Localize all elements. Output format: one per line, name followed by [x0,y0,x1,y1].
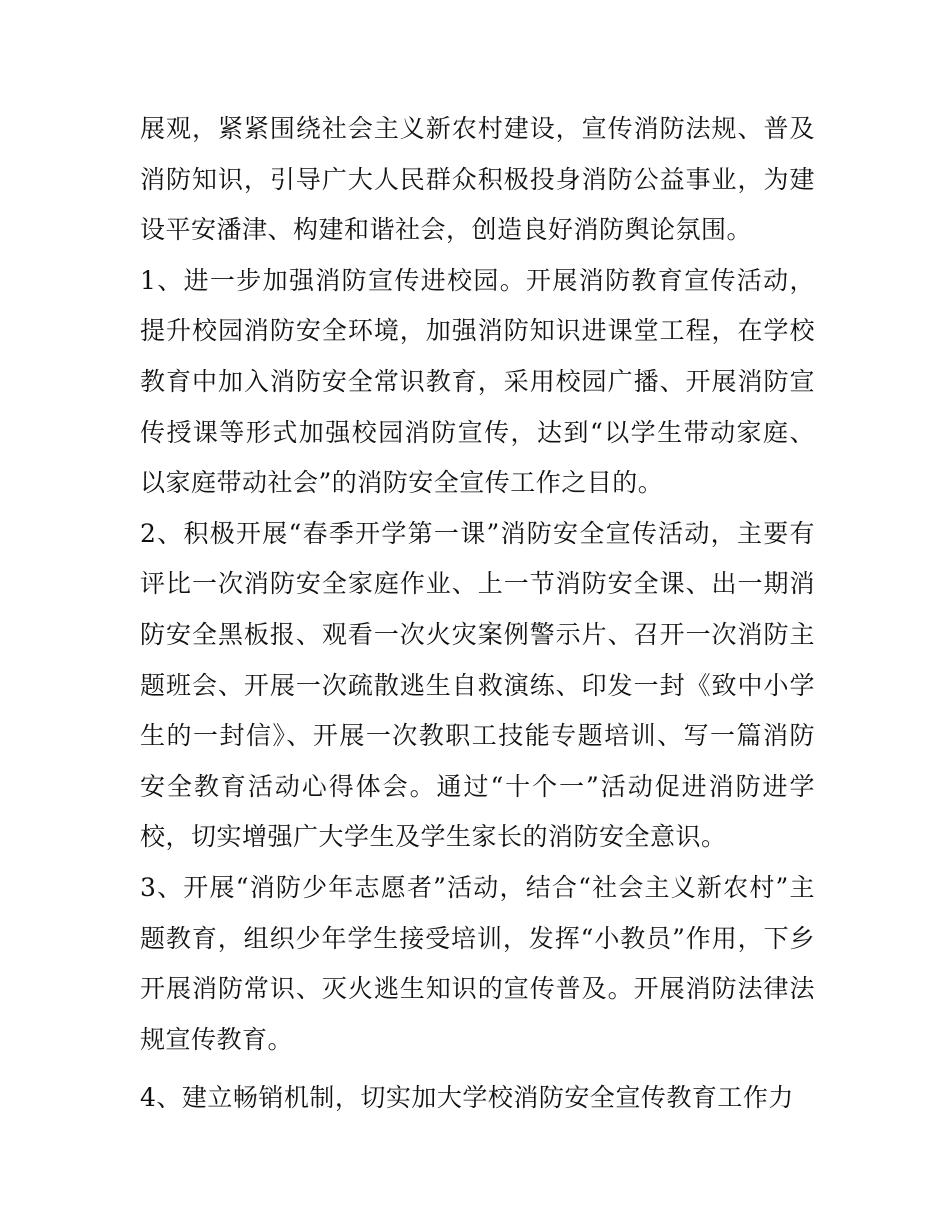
paragraph-item-2: 2、积极开展“春季开学第一课”消防安全宣传活动，主要有评比一次消防安全家庭作业、上一节消防安全课、出一期消防安全黑板报、观看一次火灾案例警示片、召开一次消防主题班会、开展一次疏散逃生自救演练、印发一封《致中小学生的一封信》、开展一次教职工技能专题培训、写一篇消防安全教育活动心得体会。通过“十个一”活动促进消防进学校，切实增强广大学生及学生家长的消防安全意识。 [140,518,815,852]
paragraph-intro: 展观，紧紧围绕社会主义新农村建设，宣传消防法规、普及消防知识，引导广大人民群众积极投身消防公益事业，为建设平安潘津、构建和谐社会，创造良好消防舆论氛围。 [140,114,815,245]
paragraph-item-1: 1、进一步加强消防宣传进校园。开展消防教育宣传活动，提升校园消防安全环境，加强消防知识进课堂工程，在学校教育中加入消防安全常识教育，采用校园广播、开展消防宣传授课等形式加强校园消防宣传，达到“以学生带动家庭、以家庭带动社会”的消防安全宣传工作之目的。 [140,265,815,498]
document-body [140,104,815,1124]
paragraph-item-3: 3、开展“消防少年志愿者”活动，结合“社会主义新农村”主题教育，组织少年学生接受培训，发挥“小教员”作用，下乡开展消防常识、灭火逃生知识的宣传普及。开展消防法律法规宣传教育。 [140,872,815,1054]
paragraph-item-4: 4、建立畅销机制，切实加大学校消防安全宣传教育工作力 [140,1083,794,1113]
